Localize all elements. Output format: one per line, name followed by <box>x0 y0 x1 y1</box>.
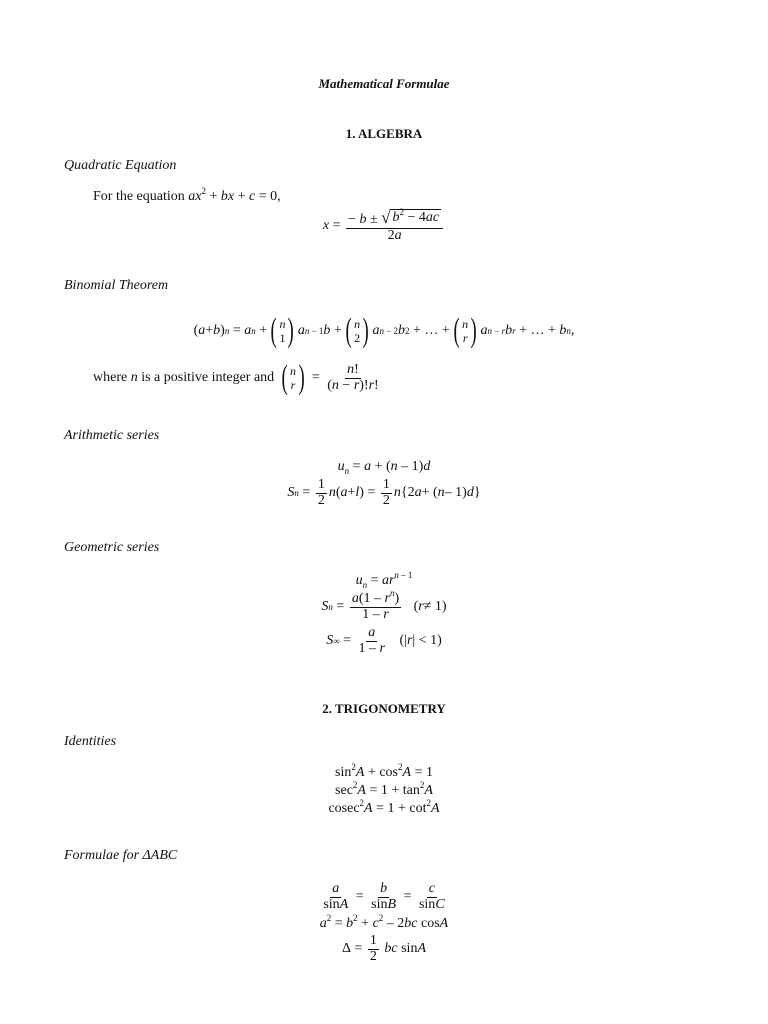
geometric-sum: S n = $a(1 - r^n)$ 1 – r ( r ≠ 1) <box>321 588 447 622</box>
identity-sin-cos: $\sin^2A + \cos^2A = 1$ <box>335 762 433 780</box>
subsection-binomial-theorem: Binomial Theorem <box>64 278 169 293</box>
quadratic-formula: x = − b ± √ $b^2 - 4ac$ 2a <box>0 209 768 243</box>
sine-rule: a sinA = b sinB = c sinC <box>323 881 445 912</box>
subsection-identities: Identities <box>64 734 117 749</box>
cosine-rule: $a^2 = b^2 + c^2 - 2bc$ cosA <box>319 913 449 931</box>
arithmetic-nth-term: $u_n = a + (n - 1)d$ <box>337 459 431 476</box>
section-heading-algebra: 1. ALGEBRA <box>345 126 423 141</box>
quadratic-intro: For the equation $ax^2$ + bx + c = 0, <box>93 186 281 204</box>
geometric-nth-term: $u_n = ar^{n - 1}$ <box>355 570 413 590</box>
geometric-sum-to-infinity: S ∞ = a 1 – r (| r | < 1) <box>326 625 442 656</box>
subsection-arithmetic-series: Arithmetic series <box>64 428 160 443</box>
identity-cosec-cot: $cosec^2A = 1 + \cot^2A$ <box>328 798 440 816</box>
square-root-icon: √ $b^2 - 4ac$ <box>381 207 440 228</box>
page-title: Mathematical Formulae <box>318 76 450 91</box>
subsection-triangle-formulae: Formulae for ΔABC <box>64 848 178 863</box>
section-heading-trigonometry: 2. TRIGONOMETRY <box>322 701 446 716</box>
quadratic-equation-statement: $ax^2$ + bx + c = 0, <box>188 186 281 204</box>
binomial-coefficient-note: where n is a positive integer and ( n r ) = n! (n − r)!r! <box>93 359 379 396</box>
triangle-area: Δ = 1 2 bc sin A <box>341 933 427 964</box>
arithmetic-sum: S n = 1 2 n ( a + l ) = 1 2 n {2 a + ( n – 1) d } <box>287 477 481 508</box>
quadratic-fraction: − b ± √ $b^2 - 4ac$ 2a <box>346 209 443 243</box>
binomial-formula: ( a + b ) n = a n + ( n 1 ) a n − 1 b + ( n 2 ) a n − 2 b 2 + … + ( n r ) a n − r b r + … + b n , <box>193 312 575 349</box>
subsection-geometric-series: Geometric series <box>64 540 160 555</box>
subsection-quadratic-equation: Quadratic Equation <box>64 158 177 173</box>
identity-sec-tan: $\sec^2A = 1 + \tan^2A$ <box>335 780 433 798</box>
